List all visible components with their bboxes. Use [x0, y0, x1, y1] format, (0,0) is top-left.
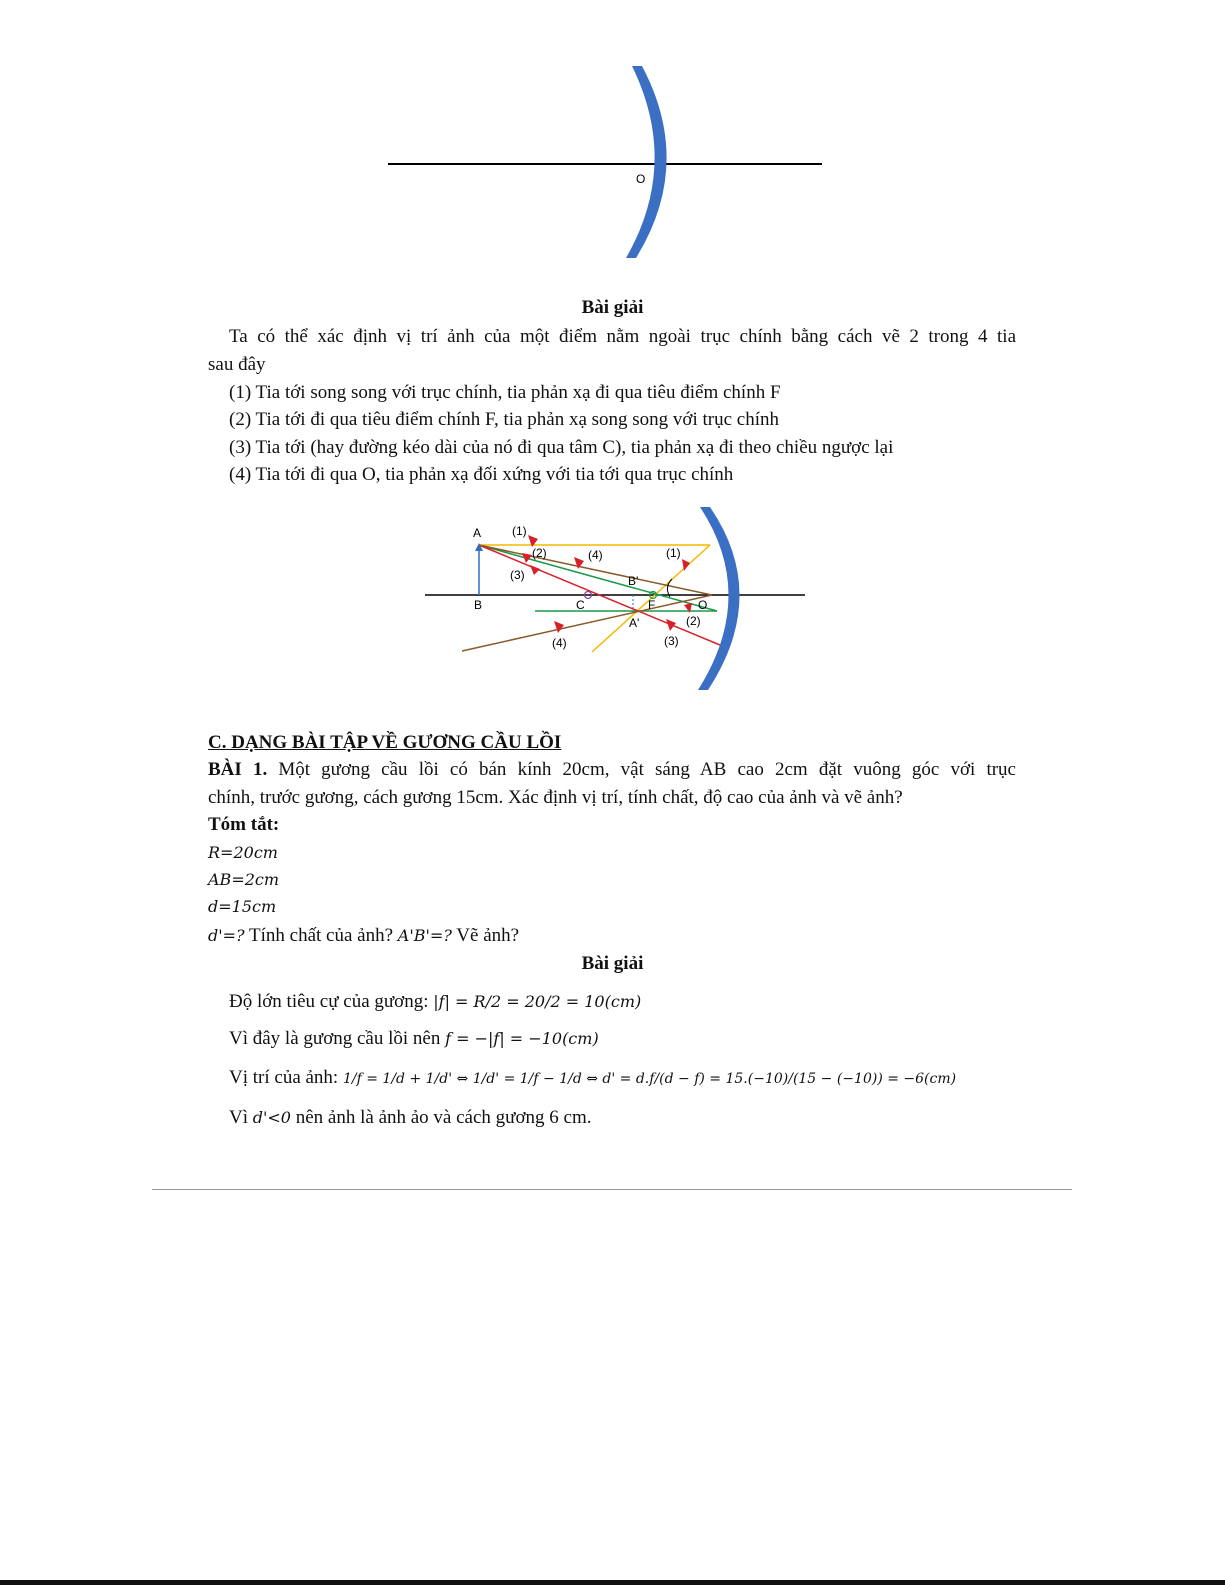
label-a-prime: A': [629, 616, 640, 630]
ask-image-height: A'B'=?: [397, 926, 452, 945]
figure-ray-diagram: [420, 505, 810, 700]
label-a: A: [473, 526, 482, 540]
summary-label: Tóm tắt:: [208, 814, 280, 835]
problem-line-1: [208, 758, 1016, 782]
step-1-formula: |f| = R/2 = 20/2 = 10(cm): [433, 992, 642, 1011]
step-3-text: Vị trí của ảnh:: [229, 1067, 343, 1088]
problem-label: BÀI 1.: [208, 759, 268, 780]
arrow-marker-7: [666, 619, 676, 631]
ray-rule-3: (3) Tia tới (hay đường kéo dài của nó đi qua tâm C), tia phản xạ đi theo chiều ngược lại: [229, 437, 894, 458]
step-2-formula: f = −|f| = −10(cm): [445, 1029, 599, 1048]
step-2-text: Vì đây là gương cầu lồi nên: [229, 1028, 446, 1049]
problem-line-2: chính, trước gương, cách gương 15cm. Xác định vị trí, tính chất, độ cao của ảnh và vẽ ảnh?: [208, 787, 903, 808]
intro-line-2: sau đây: [208, 354, 266, 375]
step-4-text-1: Vì: [229, 1107, 253, 1128]
step-4-formula: d'<0: [252, 1108, 291, 1127]
ray-rule-1: (1) Tia tới song song với trục chính, tia phản xạ đi qua tiêu điểm chính F: [229, 382, 781, 403]
step-1-text: Độ lớn tiêu cự của gương:: [229, 991, 434, 1012]
intro-line-1: Ta có thể xác định vị trí ảnh của một điểm nằm ngoài trục chính bằng cách vẽ 2 trong 4 tia: [229, 326, 1016, 347]
step-3: [229, 1066, 956, 1091]
figure-mirror-axis: [380, 58, 840, 268]
solution-title-1: Bài giải: [581, 297, 644, 318]
step-4-text-2: nên ảnh là ảnh ảo và cách gương 6 cm.: [290, 1107, 592, 1128]
label-ray-3-top: (3): [510, 568, 525, 582]
arrow-marker-3: [530, 565, 540, 575]
ask-text-2: Vẽ ảnh?: [451, 925, 520, 946]
label-ray-3-bottom: (3): [664, 634, 679, 648]
convex-mirror: [626, 66, 667, 258]
solution-title-2: Bài giải: [581, 953, 644, 974]
label-o: O: [698, 598, 708, 612]
label-b-prime: B': [628, 574, 639, 588]
label-b: B: [474, 598, 483, 612]
label-ray-4-top: (4): [588, 548, 603, 562]
ray-rule-4: (4) Tia tới đi qua O, tia phản xạ đối xứng với tia tới qua trục chính: [229, 464, 734, 485]
label-ray-2-right: (2): [686, 614, 701, 628]
label-f: F: [648, 598, 656, 612]
label-ray-1-right: (1): [666, 546, 681, 560]
ask-line: [208, 924, 519, 948]
section-c-heading: C. DẠNG BÀI TẬP VỀ GƯƠNG CẦU LỒI: [208, 732, 562, 753]
step-1: [229, 990, 641, 1014]
label-ray-2-top: (2): [532, 546, 547, 560]
page-separator: [152, 1189, 1072, 1190]
vertex-label-o: O: [636, 172, 646, 186]
label-c: C: [576, 598, 585, 612]
arrow-marker-8: [554, 621, 564, 633]
given-distance: d=15cm: [208, 897, 277, 916]
label-ray-1-top: (1): [512, 524, 527, 538]
step-4: [229, 1106, 591, 1130]
label-ray-4-bottom: (4): [552, 636, 567, 650]
given-height: AB=2cm: [208, 870, 280, 889]
object-arrowhead: [475, 543, 483, 551]
bottom-edge-bar: [0, 1580, 1225, 1585]
ask-d-prime: d'=?: [208, 926, 245, 945]
problem-text-1: Một gương cầu lồi có bán kính 20cm, vật sáng AB cao 2cm đặt vuông góc với trục: [267, 759, 1016, 780]
step-3-formula: 1/f = 1/d + 1/d' ⇔ 1/d' = 1/f − 1/d ⇔ d' = d.f/(d − f) = 15.(−10)/(15 − (−10)) = −6(cm): [342, 1071, 957, 1087]
given-radius: R=20cm: [208, 843, 278, 862]
ask-text-1: Tính chất của ảnh?: [244, 925, 398, 946]
step-2: [229, 1027, 599, 1051]
ray-rule-2: (2) Tia tới đi qua tiêu điểm chính F, tia phản xạ song song với trục chính: [229, 409, 779, 430]
